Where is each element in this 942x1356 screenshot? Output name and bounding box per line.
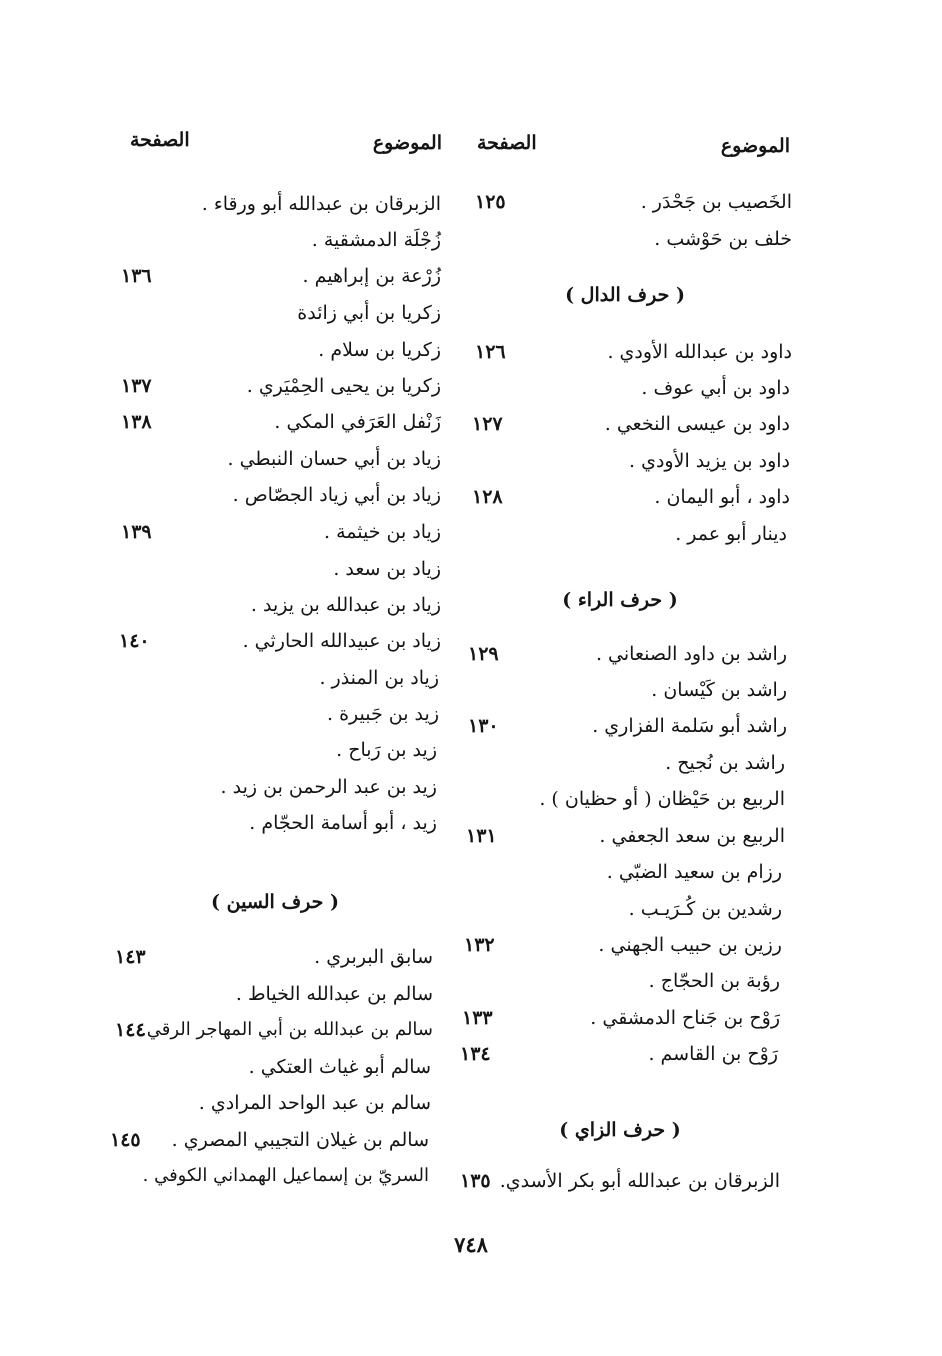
entry-name: رشدين بن كُـرَيـب . — [628, 898, 782, 920]
entry-name: زيد بن رَباح . — [336, 739, 437, 761]
list-item — [0, 1085, 942, 1121]
list-item — [0, 854, 942, 890]
page-number-ref: ١٣١ — [466, 825, 497, 847]
list-item — [0, 696, 942, 732]
right-topic-header: الموضوع — [720, 135, 790, 157]
list-item — [0, 332, 942, 368]
entry-name: زكريا بن أبي زائدة — [297, 302, 441, 324]
entry-name: داود ، أبو اليمان . — [654, 486, 790, 508]
page-number-ref: ١٣٦ — [121, 265, 152, 287]
entry-name: زُرْعة بن إبراهيم . — [302, 265, 441, 287]
list-item — [0, 587, 942, 623]
list-item — [0, 1049, 942, 1085]
list-item — [0, 441, 942, 477]
page-number-ref: ١٣٩ — [121, 521, 152, 543]
entry-name: زكريا بن يحيى الحِمْيَري . — [246, 375, 441, 397]
entry-name: داود بن يزيد الأودي . — [629, 450, 790, 472]
entry-name: راشد بن داود الصنعاني . — [595, 643, 787, 665]
page-number-ref: ١٤٣ — [115, 946, 146, 968]
entry-name: راشد بن نُجيح . — [665, 752, 785, 774]
entry-name: راشد أبو سَلمة الفزاري . — [592, 715, 787, 737]
section-heading-dal: ( حرف الدال ) — [565, 284, 685, 306]
list-item — [0, 1122, 942, 1158]
page-number-ref: ١٢٩ — [468, 643, 499, 665]
page-number-ref: ١٣٨ — [121, 411, 152, 433]
page-number: ٧٤٨ — [454, 1232, 488, 1257]
page-number-ref: ١٢٦ — [475, 341, 506, 363]
list-item — [0, 805, 942, 841]
entry-name: الربيع بن سعد الجعفي . — [599, 825, 785, 847]
page-number-ref: ١٤٠ — [119, 630, 150, 652]
entry-name: سالم بن غيلان التجيبي المصري . — [171, 1129, 429, 1151]
left-page-header: الصفحة — [130, 129, 190, 151]
page-number-ref: ١٤٥ — [110, 1129, 141, 1151]
page-number-ref: ١٢٨ — [472, 486, 503, 508]
section-heading-sin: ( حرف السين ) — [211, 891, 339, 913]
entry-name: رؤبة بن الحجّاج . — [648, 970, 780, 992]
entry-name: الزبرقان بن عبدالله أبو بكر الأسدي. — [499, 1170, 780, 1192]
right-page-header: الصفحة — [477, 132, 537, 154]
entry-name: سالم أبو غياث العتكي . — [248, 1056, 431, 1078]
list-item — [0, 186, 942, 222]
entry-name: زيد بن عبد الرحمن بن زيد . — [220, 776, 437, 798]
list-item — [0, 404, 942, 440]
list-item — [0, 477, 942, 513]
entry-name: زياد بن المنذر . — [319, 667, 439, 689]
list-item — [0, 1012, 942, 1048]
entry-name: داود بن عيسى النخعي . — [604, 413, 790, 435]
list-item — [0, 551, 942, 587]
page-number-ref: ١٢٧ — [472, 413, 503, 435]
list-item — [0, 732, 942, 768]
entry-name: زَنْفل العَرَفي المكي . — [274, 411, 441, 433]
page-number-ref: ١٤٤ — [115, 1019, 146, 1041]
entry-name: رزين بن حبيب الجهني . — [598, 934, 782, 956]
entry-name: زياد بن سعد . — [333, 558, 441, 580]
entry-name: رَوْح بن القاسم . — [648, 1043, 778, 1065]
entry-name: الخَصيب بن جَحْدَر . — [640, 191, 792, 213]
entry-name: السريّ بن إسماعيل الهمداني الكوفي . — [142, 1165, 429, 1186]
page-number-ref: ١٣٧ — [121, 375, 152, 397]
entry-name: راشد بن كَيْسان . — [651, 679, 787, 701]
list-item — [0, 976, 942, 1012]
list-item — [0, 891, 942, 927]
entry-name: زياد بن أبي حسان النبطي . — [227, 448, 441, 470]
list-item — [0, 258, 942, 294]
entry-name: زُجْلَة الدمشقية . — [311, 229, 441, 251]
entry-name: سالم بن عبدالله الخياط . — [235, 983, 433, 1005]
entry-name: الزبرقان بن عبدالله أبو ورقاء . — [201, 193, 441, 215]
entry-name: سابق البربري . — [314, 946, 433, 968]
entry-name: الربيع بن حَيْظان ( أو حظيان ) . — [539, 788, 785, 810]
list-item — [0, 623, 942, 659]
entry-name: سالم بن عبدالله بن أبي المهاجر الرقي. — [141, 1019, 433, 1040]
page-number-ref: ١٣٠ — [468, 715, 499, 737]
entry-name: داود بن عبدالله الأودي . — [607, 341, 792, 363]
page-number-ref: ١٣٥ — [460, 1170, 491, 1192]
entry-name: خلف بن حَوْشب . — [654, 228, 792, 250]
page-number-ref: ١٣٢ — [464, 934, 495, 956]
entry-name: زياد بن عبدالله بن يزيد . — [250, 594, 441, 616]
entry-name: زكريا بن سلام . — [318, 339, 441, 361]
list-item — [0, 660, 942, 696]
list-item — [0, 939, 942, 975]
list-item — [0, 222, 942, 258]
section-heading-zay: ( حرف الزاي ) — [559, 1119, 681, 1141]
entry-name: زياد بن عبيدالله الحارثي . — [242, 630, 441, 652]
section-heading-ra: ( حرف الراء ) — [562, 589, 678, 611]
entry-name: رَوْح بن جَناح الدمشقي . — [590, 1007, 780, 1029]
entry-name: سالم بن عبد الواحد المرادي . — [198, 1092, 431, 1114]
page-number-ref: ١٣٣ — [462, 1007, 493, 1029]
list-item — [0, 368, 942, 404]
entry-name: زياد بن خيثمة . — [323, 521, 441, 543]
list-item — [0, 295, 942, 331]
entry-name: دينار أبو عمر . — [675, 523, 787, 545]
entry-name: رزام بن سعيد الضبّي . — [606, 861, 782, 883]
page-number-ref: ١٣٤ — [460, 1043, 491, 1065]
entry-name: زياد بن أبي زياد الجصّاص . — [232, 484, 441, 506]
list-item — [0, 514, 942, 550]
entry-name: داود بن أبي عوف . — [641, 377, 790, 399]
left-topic-header: الموضوع — [372, 132, 442, 154]
list-item — [0, 1158, 942, 1194]
page-number-ref: ١٢٥ — [475, 191, 506, 213]
list-item — [0, 769, 942, 805]
entry-name: زيد بن جَبيرة . — [327, 703, 439, 725]
entry-name: زيد ، أبو أسامة الحجّام . — [249, 812, 437, 834]
